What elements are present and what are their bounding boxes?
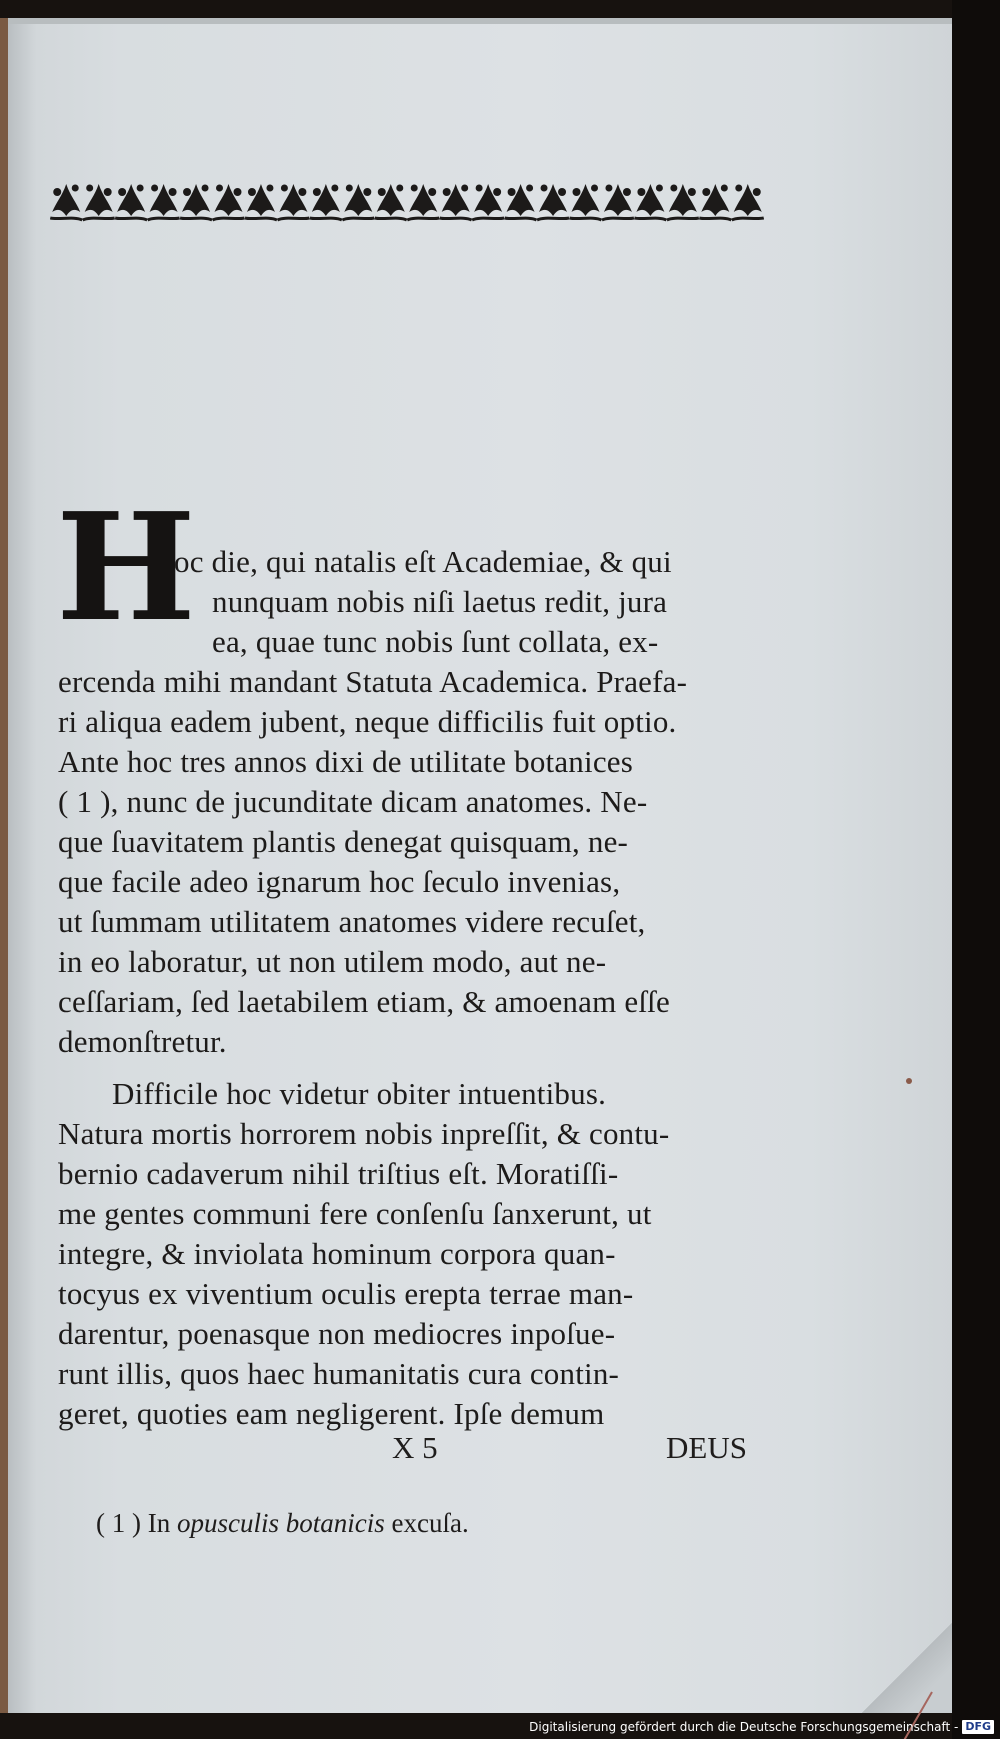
text-line: ut ſummam utilitatem anatomes videre recuſet, [58, 904, 646, 939]
folded-corner [862, 1623, 952, 1713]
dfg-logo: DFG [962, 1720, 994, 1734]
text-line: que facile adeo ignarum hoc ſeculo invenias, [58, 864, 621, 899]
text-line: in eo laboratur, ut non utilem modo, aut ne- [58, 944, 607, 979]
drop-cap [56, 480, 194, 654]
text-line: darentur, poenasque non mediocres inpoſue- [58, 1316, 616, 1351]
text-line: demonſtretur. [58, 1024, 227, 1059]
text-line: ri aliqua eadem jubent, neque difficilis fuit optio. [58, 704, 677, 739]
text-line: ( 1 ), nunc de jucunditate dicam anatomes. Ne- [58, 784, 648, 819]
text-line: integre, & inviolata hominum corpora quan- [58, 1236, 616, 1271]
footnote-text: excuſa. [391, 1508, 469, 1538]
text-line: Ante hoc tres annos dixi de utilitate botanices [58, 744, 633, 779]
text-line: runt illis, quos haec humanitatis cura contin- [58, 1356, 620, 1391]
text-line: geret, quoties eam negligerent. Ipſe demum [58, 1396, 605, 1431]
paper-stain [906, 1078, 912, 1084]
text-line: ercenda mihi mandant Statuta Academica. Praefa- [58, 664, 688, 699]
footnote-italic-title: opusculis botanicis [176, 1508, 385, 1538]
text-line: oc die, qui natalis eſt Academiae, & qui [174, 544, 672, 579]
book-page [0, 18, 952, 1713]
text-line: Natura mortis horrorem nobis inpreſſit, & contu- [58, 1116, 670, 1151]
text-line: que ſuavitatem plantis denegat quisquam, ne- [58, 824, 629, 859]
drop-cap-letter: H [56, 480, 194, 654]
text-line: me gentes communi fere conſenſu ſanxerunt, ut [58, 1196, 652, 1231]
footnote [96, 1508, 469, 1539]
text-line: ceſſariam, ſed laetabilem etiam, & amoenam eſſe [58, 984, 670, 1019]
digitization-credit [529, 1719, 994, 1735]
text-line: bernio cadaverum nihil triſtius eſt. Moratiſſi- [58, 1156, 619, 1191]
catchword: DEUS [666, 1430, 747, 1465]
page-top-edge [8, 18, 952, 24]
text-line: ea, quae tunc nobis ſunt collata, ex- [212, 624, 659, 659]
credit-text: Digitalisierung gefördert durch die Deutsche Forschungsgemeinschaft - [529, 1720, 959, 1734]
text-line: Difficile hoc videtur obiter intuentibus. [112, 1076, 607, 1111]
text-line: nunquam nobis niſi laetus redit, jura [212, 584, 668, 619]
text-line: tocyus ex viventium oculis erepta terrae man- [58, 1276, 634, 1311]
signature-mark: X 5 [392, 1430, 438, 1465]
footnote-marker: ( 1 ) In [96, 1508, 171, 1538]
floral-vine-ornament-icon [50, 170, 764, 226]
scan-dark-edge [952, 0, 1000, 1739]
